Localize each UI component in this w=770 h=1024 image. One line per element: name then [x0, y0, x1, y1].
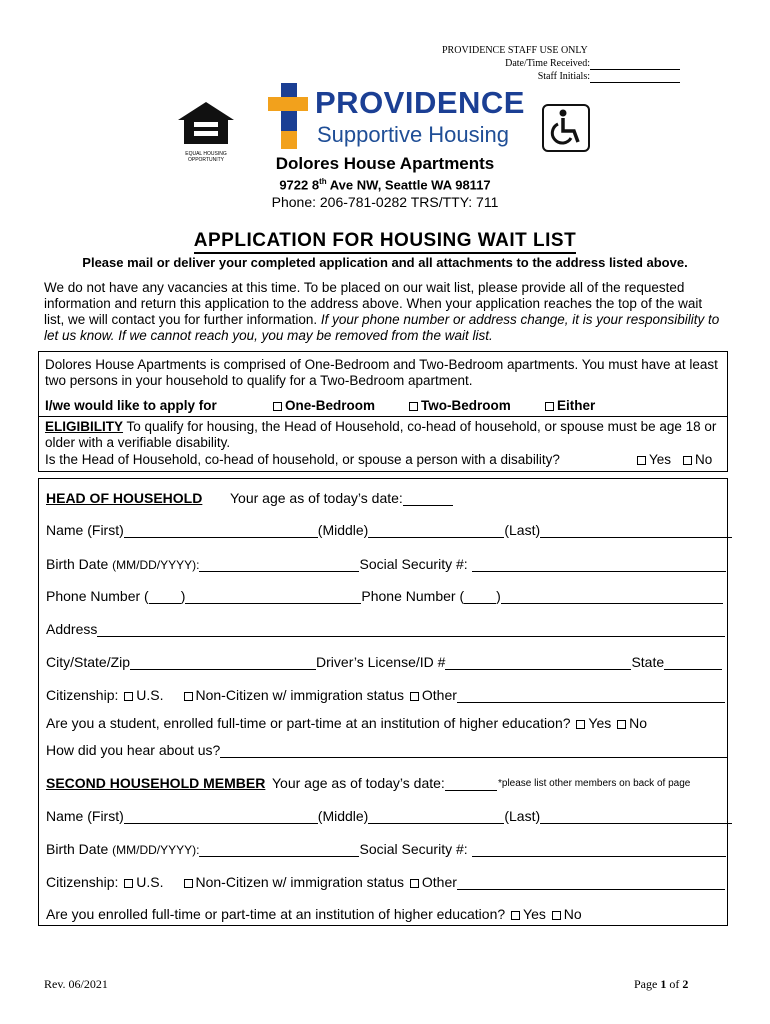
brand-name: PROVIDENCE [315, 85, 525, 120]
wheelchair-icon [544, 106, 588, 150]
apply-two-bedroom[interactable]: Two-Bedroom [407, 398, 511, 413]
eligibility-heading: ELIGIBILITY [45, 419, 124, 434]
second-first-name-field[interactable] [124, 809, 318, 824]
date-received-field[interactable] [590, 59, 680, 70]
intro-paragraph: We do not have any vacancies at this time. To be placed on our wait list, please provide all of the requested information and return this application to the address above. When your application reaches the top of the wait list, we will contact you for further information. If your phone number or address change, it is your responsibility to let us know. If we cannot reach you, you may be removed from the wait list. [44, 280, 720, 343]
brand-subtitle: Supportive Housing [317, 122, 510, 147]
units-text: Dolores House Apartments is comprised of One-Bedroom and Two-Bedroom apartments. You must have at least two persons in your household to qualify for a Two-Bedroom apartment. [45, 357, 718, 388]
checkbox[interactable] [273, 402, 282, 411]
staff-initials-field[interactable] [590, 72, 680, 83]
staff-initials-label: Staff Initials: [537, 71, 590, 82]
date-received-label: Date/Time Received: [505, 58, 590, 69]
second-citizenship-us-checkbox[interactable] [124, 879, 133, 888]
hoh-age-field[interactable] [403, 491, 453, 506]
citizenship-other-checkbox[interactable] [410, 692, 419, 701]
citizenship-us-checkbox[interactable] [124, 692, 133, 701]
property-phone: Phone: 206-781-0282 TRS/TTY: 711 [271, 194, 499, 210]
apply-label: I/we would like to apply for [45, 398, 217, 413]
equal-housing-logo [176, 100, 236, 163]
hoh-hear-row: How did you hear about us? [46, 742, 728, 758]
hoh-name-row: Name (First) (Middle) (Last) [46, 522, 732, 538]
second-birth-row: Birth Date (MM/DD/YYYY): Social Security #: [46, 841, 726, 857]
hoh-phone-row: Phone Number ( ) Phone Number ( ) [46, 588, 723, 604]
hoh-last-name-field[interactable] [540, 523, 732, 538]
second-citizenship-other-checkbox[interactable] [410, 879, 419, 888]
second-student-yes-checkbox[interactable] [511, 911, 520, 920]
cross-icon [268, 83, 308, 149]
equal-housing-icon [176, 100, 236, 146]
citizenship-noncitizen-checkbox[interactable] [184, 692, 193, 701]
hoh-city-row: City/State/Zip Driver’s License/ID # State [46, 654, 722, 670]
hoh-first-name-field[interactable] [124, 523, 318, 538]
unit-type-box [38, 351, 728, 417]
hoh-birth-date-field[interactable] [199, 557, 359, 572]
hoh-ssn-field[interactable] [472, 557, 726, 572]
hoh-heading: HEAD OF HOUSEHOLD [46, 490, 203, 506]
hoh-student-row: Are you a student, enrolled full-time or part-time at an institution of higher education? Yes No [46, 715, 648, 731]
second-student-row: Are you enrolled full-time or part-time at an institution of higher education? Yes No [46, 906, 582, 922]
second-other-field[interactable] [457, 875, 725, 890]
staff-use-block [440, 44, 680, 83]
student-yes-checkbox[interactable] [576, 720, 585, 729]
checkbox[interactable] [545, 402, 554, 411]
instruction: Please mail or deliver your completed application and all attachments to the address listed above. [82, 255, 688, 270]
providence-logo [268, 83, 530, 153]
student-no-checkbox[interactable] [617, 720, 626, 729]
second-age: Your age as of today’s date: [272, 775, 497, 791]
hoh-phone1-area-field[interactable] [149, 589, 181, 604]
second-last-name-field[interactable] [540, 809, 732, 824]
page-number: Page 1 of 2 [634, 977, 689, 991]
hoh-citizenship-row: Citizenship: U.S. Non-Citizen w/ immigration status Other [46, 687, 725, 703]
second-middle-name-field[interactable] [368, 809, 504, 824]
checkbox[interactable] [637, 456, 646, 465]
hoh-address-row: Address [46, 621, 725, 637]
hoh-hear-field[interactable] [220, 743, 728, 758]
hoh-license-field[interactable] [445, 655, 631, 670]
second-birth-date-field[interactable] [199, 842, 359, 857]
hoh-city-field[interactable] [130, 655, 316, 670]
apply-either[interactable]: Either [543, 398, 595, 413]
hoh-address-field[interactable] [97, 622, 725, 637]
property-name: Dolores House Apartments [275, 154, 495, 173]
second-student-no-checkbox[interactable] [552, 911, 561, 920]
hoh-phone1-field[interactable] [185, 589, 361, 604]
apply-one-bedroom[interactable]: One-Bedroom [271, 398, 375, 413]
second-heading: SECOND HOUSEHOLD MEMBER [46, 775, 266, 791]
eho-text: EQUAL HOUSING OPPORTUNITY [185, 151, 227, 163]
hoh-other-field[interactable] [457, 688, 725, 703]
second-note: *please list other members on back of page [498, 778, 691, 789]
hoh-phone2-field[interactable] [501, 589, 723, 604]
eligibility-box [38, 416, 728, 472]
staff-use-title: PROVIDENCE STAFF USE ONLY [442, 45, 588, 56]
hoh-birth-row: Birth Date (MM/DD/YYYY): Social Security #: [46, 556, 726, 572]
disability-no[interactable]: No [681, 452, 712, 467]
second-ssn-field[interactable] [472, 842, 726, 857]
hoh-state-field[interactable] [664, 655, 722, 670]
disability-yes[interactable]: Yes [635, 452, 671, 467]
second-name-row: Name (First) (Middle) (Last) [46, 808, 732, 824]
property-address: 9722 8th Ave NW, Seattle WA 98117 [279, 177, 491, 193]
checkbox[interactable] [683, 456, 692, 465]
second-citizenship-row: Citizenship: U.S. Non-Citizen w/ immigration status Other [46, 874, 725, 890]
form-title: APPLICATION FOR HOUSING WAIT LIST [0, 230, 770, 252]
hoh-age: Your age as of today’s date: [230, 490, 453, 506]
disability-question: Is the Head of Household, co-head of household, or spouse a person with a disability? [45, 452, 560, 467]
accessibility-logo [542, 104, 590, 152]
revision-date: Rev. 06/2021 [44, 977, 108, 991]
eligibility-text: ELIGIBILITY To qualify for housing, the Head of Household, co-head of household, or spouse must be age 18 or older with a verifiable disability. [45, 419, 717, 450]
hoh-phone2-area-field[interactable] [464, 589, 496, 604]
hoh-middle-name-field[interactable] [368, 523, 504, 538]
second-age-field[interactable] [445, 776, 497, 791]
checkbox[interactable] [409, 402, 418, 411]
second-citizenship-noncitizen-checkbox[interactable] [184, 879, 193, 888]
